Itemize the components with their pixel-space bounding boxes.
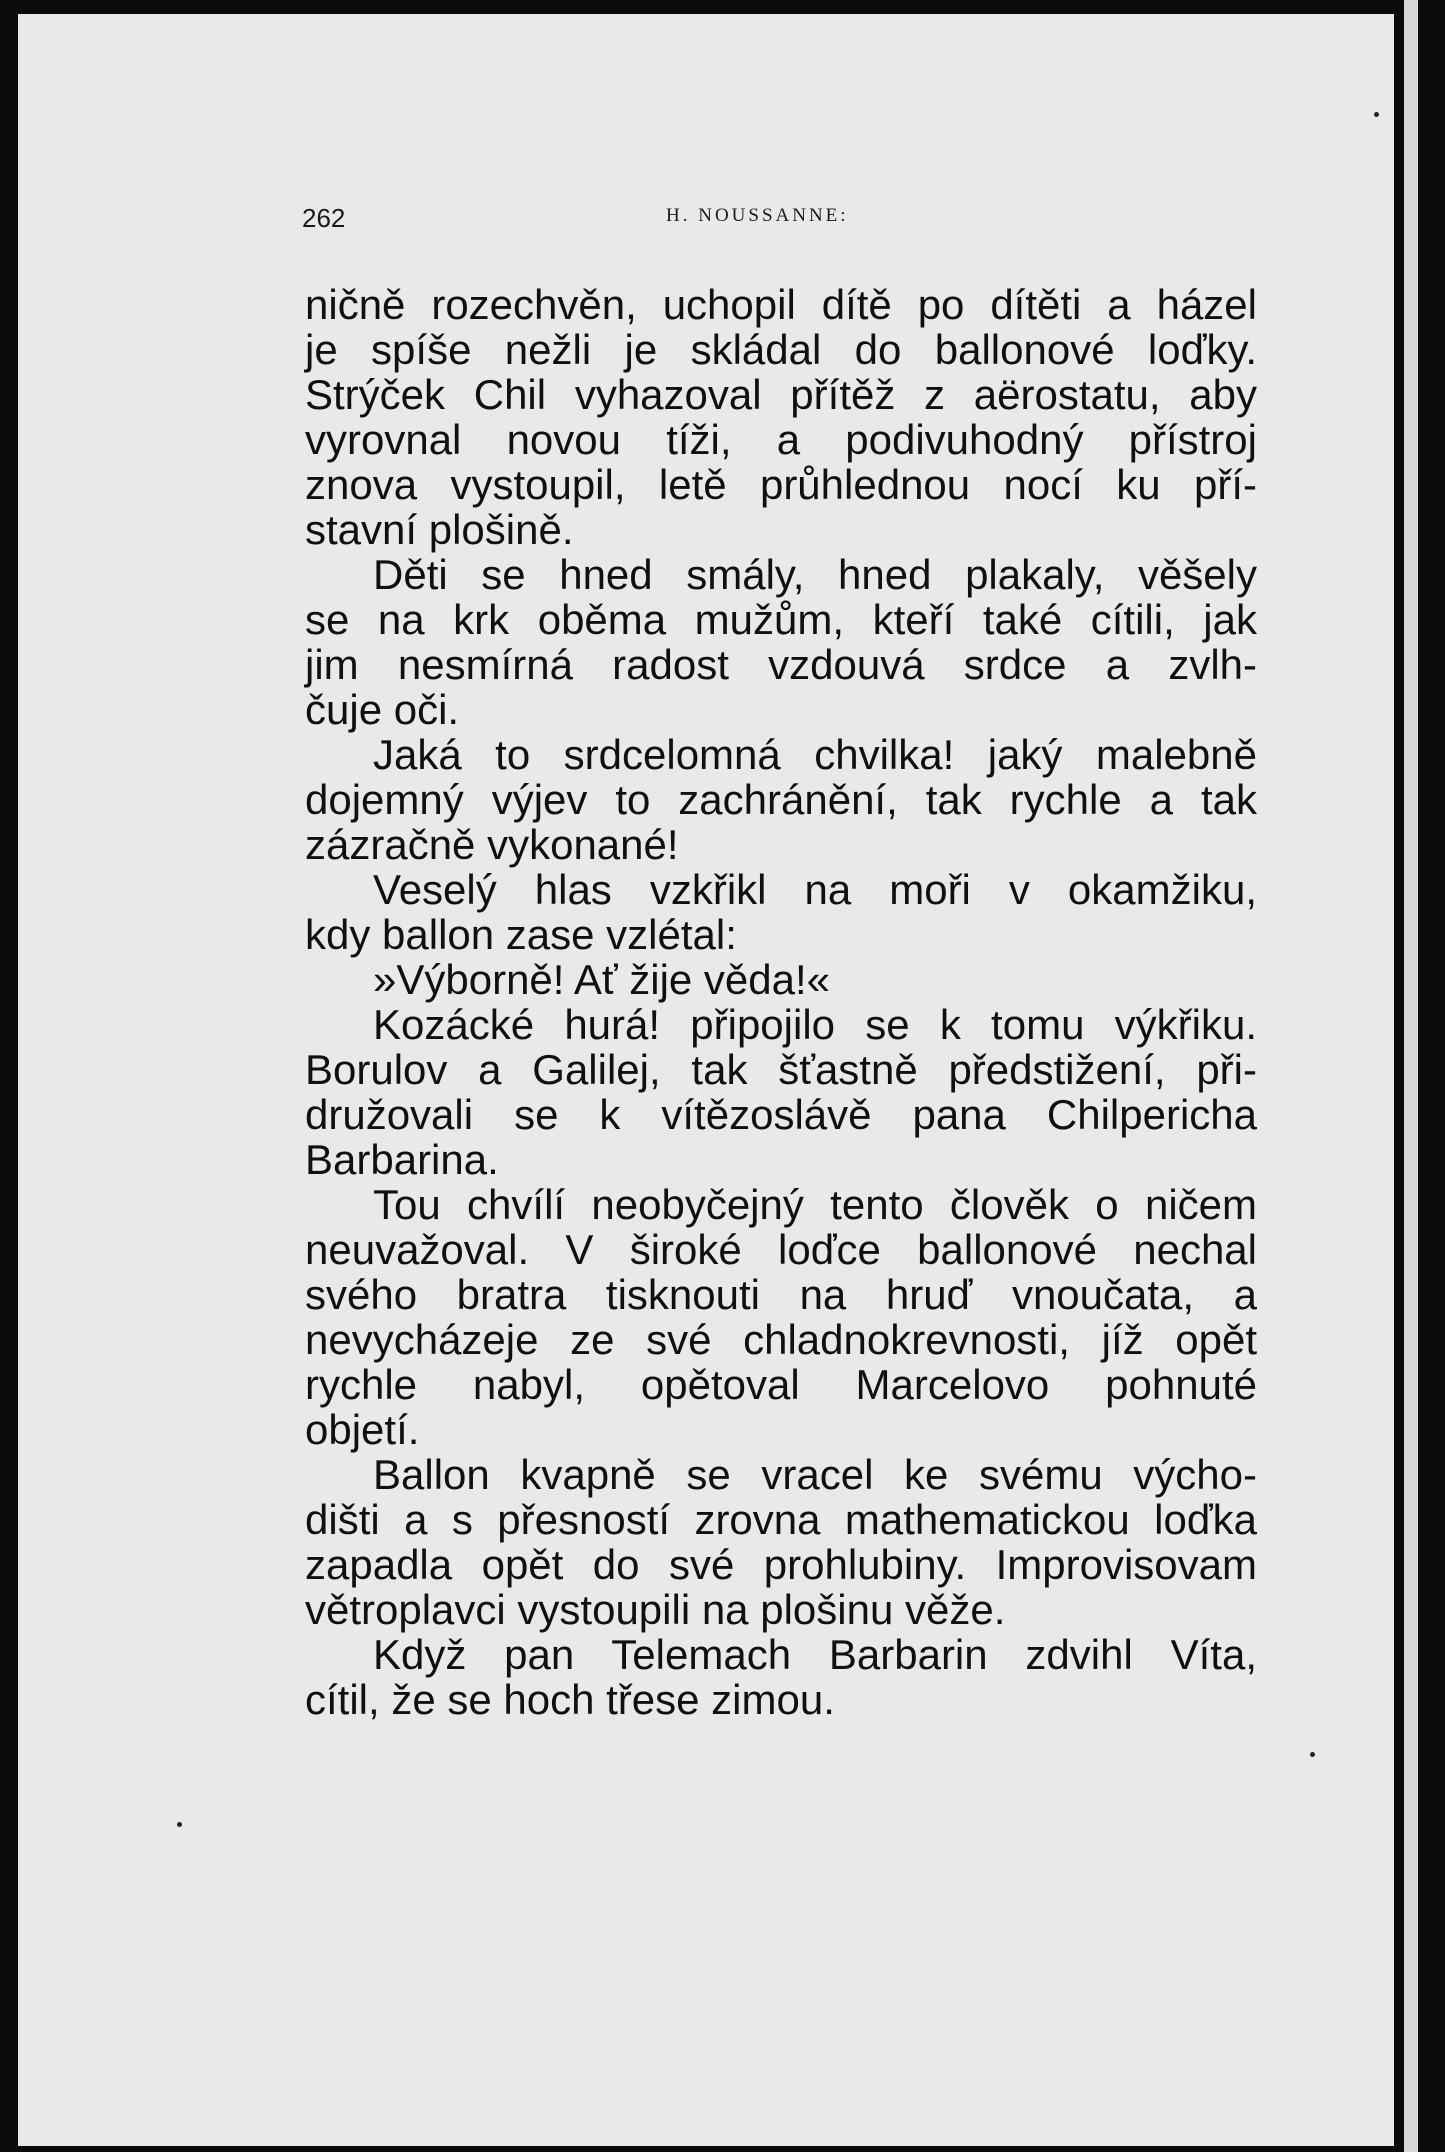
text-line: rychle nabyl, opětoval Marcelovo pohnuté bbox=[305, 1361, 1257, 1408]
text-line: Ballon kvapně se vracel ke svému výcho- bbox=[373, 1451, 1257, 1498]
text-line: stavní plošině. bbox=[305, 506, 574, 553]
text-line: kdy ballon zase vzlétal: bbox=[305, 911, 737, 958]
page-number: 262 bbox=[302, 203, 346, 233]
text-line: neuvažoval. V široké loďce ballonové nechal bbox=[305, 1226, 1257, 1273]
dust-speck bbox=[177, 1822, 182, 1827]
dust-speck bbox=[1310, 1752, 1315, 1757]
dust-speck bbox=[1374, 112, 1379, 117]
text-line: ničně rozechvěn, uchopil dítě po dítěti a házel bbox=[305, 281, 1257, 328]
text-line: zázračně vykonané! bbox=[305, 821, 679, 868]
body-text bbox=[305, 282, 1257, 1722]
text-line: znova vystoupil, letě průhlednou nocí ku pří- bbox=[305, 461, 1257, 508]
text-line: jim nesmírná radost vzdouvá srdce a zvlh- bbox=[305, 641, 1257, 688]
text-line: Děti se hned smály, hned plakaly, věšely bbox=[373, 551, 1257, 598]
text-line: Když pan Telemach Barbarin zdvihl Víta, bbox=[373, 1631, 1257, 1678]
text-line: Jaká to srdcelomná chvilka! jaký malebně bbox=[373, 731, 1257, 778]
text-line: čuje oči. bbox=[305, 686, 460, 733]
text-line: Strýček Chil vyhazoval přítěž z aërostatu, aby bbox=[305, 371, 1257, 418]
adjacent-page-edge bbox=[1404, 0, 1418, 2152]
text-line: »Výborně! Ať žije věda!« bbox=[373, 956, 831, 1003]
text-line: dojemný výjev to zachránění, tak rychle a tak bbox=[305, 776, 1257, 823]
text-line: vyrovnal novou tíži, a podivuhodný přístroj bbox=[305, 416, 1257, 463]
page-header bbox=[0, 203, 1445, 243]
running-head: H. NOUSSANNE: bbox=[666, 205, 849, 226]
text-line: dišti a s přesností zrovna mathematickou loďka bbox=[305, 1496, 1257, 1543]
text-line: Borulov a Galilej, tak šťastně předstižení, při- bbox=[305, 1046, 1257, 1093]
text-line: větroplavci vystoupili na plošinu věže. bbox=[305, 1586, 1006, 1633]
text-line: družovali se k vítězoslávě pana Chilpericha bbox=[305, 1091, 1257, 1138]
text-line: je spíše nežli je skládal do ballonové loďky. bbox=[305, 326, 1257, 373]
text-line: Veselý hlas vzkřikl na moři v okamžiku, bbox=[373, 866, 1257, 913]
text-line: cítil, že se hoch třese zimou. bbox=[305, 1676, 835, 1723]
text-line: se na krk oběma mužům, kteří také cítili, jak bbox=[305, 596, 1257, 643]
text-line: objetí. bbox=[305, 1406, 420, 1453]
text-line: Tou chvílí neobyčejný tento člověk o ničem bbox=[373, 1181, 1257, 1228]
text-line: zapadla opět do své prohlubiny. Improvisovam bbox=[305, 1541, 1257, 1588]
text-line: Barbarina. bbox=[305, 1136, 499, 1183]
text-line: svého bratra tisknouti na hruď vnoučata, a bbox=[305, 1271, 1257, 1318]
text-line: Kozácké hurá! připojilo se k tomu výkřiku. bbox=[373, 1001, 1257, 1048]
text-line: nevycházeje ze své chladnokrevnosti, jíž opět bbox=[305, 1316, 1257, 1363]
